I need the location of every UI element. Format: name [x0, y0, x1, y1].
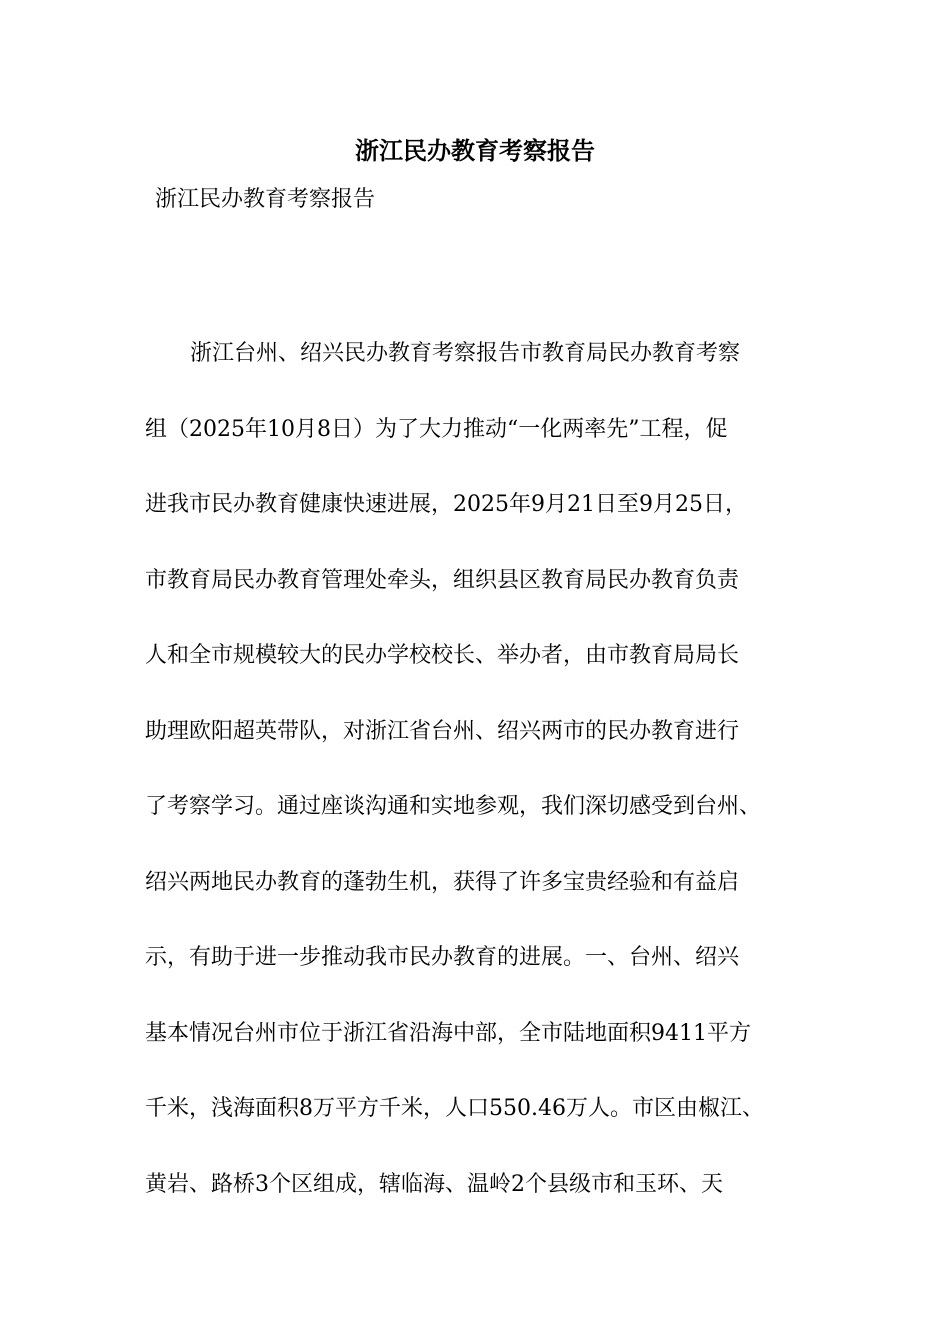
body-line: 市教育局民办教育管理处牵头，组织县区教育局民办教育负责 — [145, 567, 740, 593]
body-line: 千米，浅海面积8万平方千米，人口550.46万人。市区由椒江、 — [145, 1096, 764, 1121]
body-line: 了考察学习。通过座谈沟通和实地参观，我们深切感受到台州、 — [145, 794, 762, 819]
body-line: 组（2025年10月8日）为了大力推动“一化两率先”工程，促 — [145, 416, 728, 442]
body-line: 进我市民办教育健康快速进展，2025年9月21日至9月25日， — [145, 492, 747, 517]
document-title: 浙江民办教育考察报告 — [355, 136, 595, 165]
document-body — [145, 330, 825, 1236]
body-line: 示，有助于进一步推动我市民办教育的进展。一、台州、绍兴 — [145, 945, 740, 970]
body-line: 黄岩、路桥3个区组成，辖临海、温岭2个县级市和玉环、天 — [145, 1171, 723, 1197]
document-subtitle: 浙江民办教育考察报告 — [155, 187, 376, 212]
body-line: 助理欧阳超英带队，对浙江省台州、绍兴两市的民办教育进行 — [145, 718, 740, 744]
body-line: 绍兴两地民办教育的蓬勃生机，获得了许多宝贵经验和有益启 — [145, 869, 740, 895]
body-line: 基本情况台州市位于浙江省沿海中部，全市陆地面积9411平方 — [145, 1020, 751, 1046]
body-line: 浙江台州、绍兴民办教育考察报告市教育局民办教育考察 — [190, 341, 741, 366]
body-line: 人和全市规模较大的民办学校校长、举办者，由市教育局局长 — [145, 643, 740, 668]
